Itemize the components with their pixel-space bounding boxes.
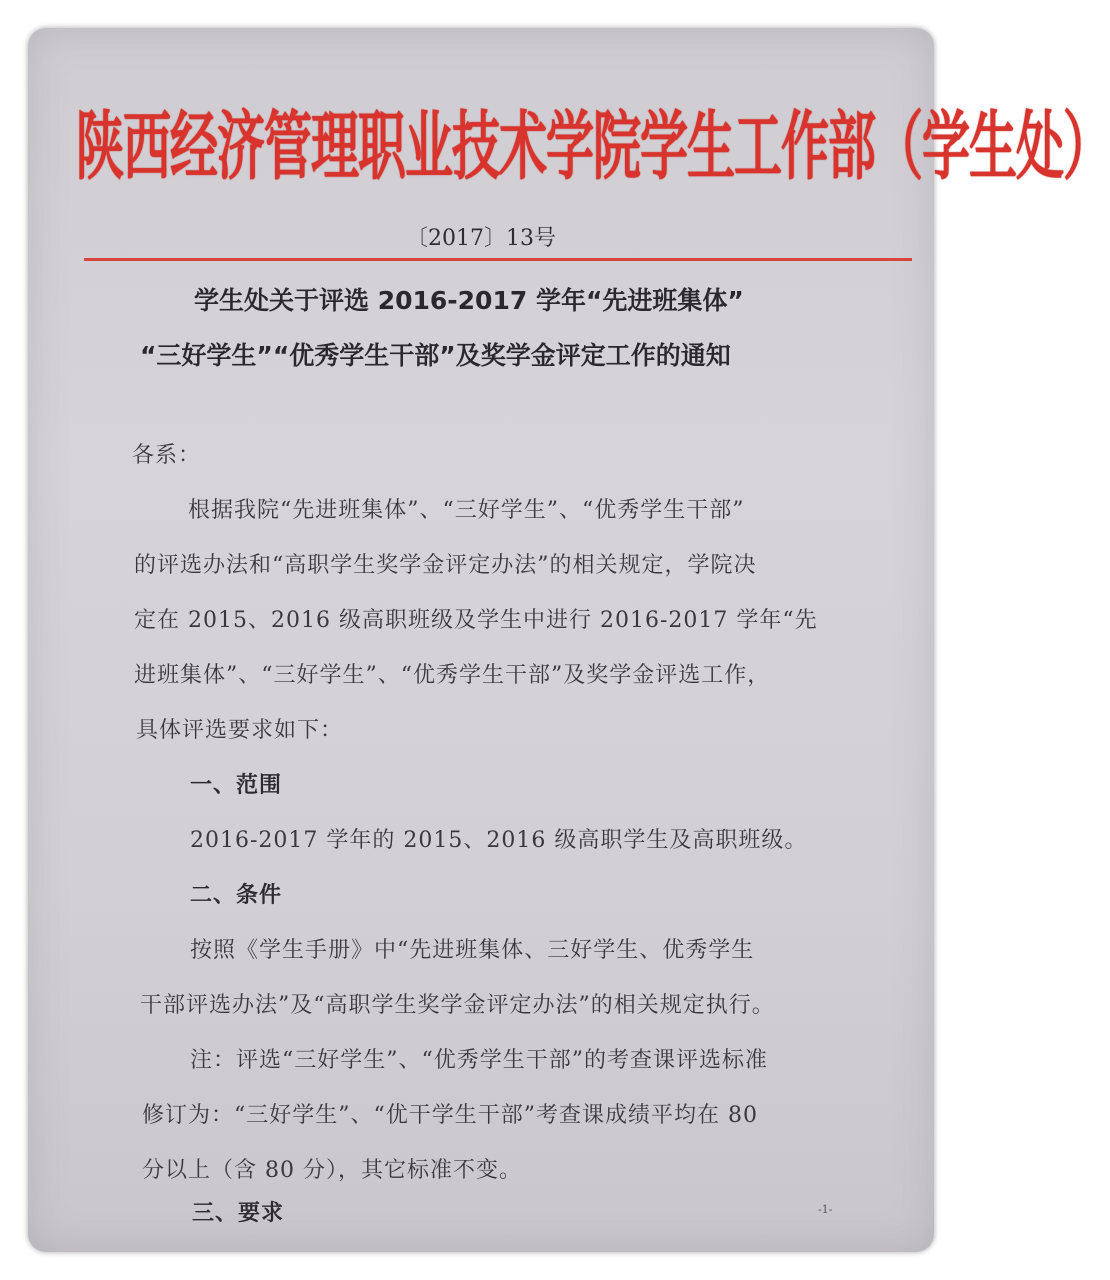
body-line: 的评选办法和“高职学生奖学金评定办法”的相关规定，学院决 xyxy=(134,553,757,578)
masthead-title: 陕西经济管理职业技术学院学生工作部（学生处） xyxy=(76,103,1110,191)
salutation: 各系： xyxy=(132,443,202,468)
document-photo xyxy=(28,28,1110,1252)
notice-title-line-1: 学生处关于评选 2016-2017 学年“先进班集体” xyxy=(194,286,744,315)
section-scope-text: 2016-2017 学年的 2015、2016 级高职学生及高职班级。 xyxy=(190,828,808,853)
note-line: 修订为：“三好学生”、“优干学生干部”考查课成绩平均在 80 xyxy=(142,1103,758,1128)
conditions-line: 干部评选办法”及“高职学生奖学金评定办法”的相关规定执行。 xyxy=(140,993,775,1018)
document-number: 〔2017〕13号 xyxy=(406,226,556,251)
red-divider xyxy=(84,258,912,261)
body-line: 具体评选要求如下： xyxy=(136,718,344,743)
notice-title-line-2: “三好学生”“优秀学生干部”及奖学金评定工作的通知 xyxy=(140,341,731,370)
body-line: 定在 2015、2016 级高职班级及学生中进行 2016-2017 学年“先 xyxy=(134,608,818,633)
body-line: 根据我院“先进班集体”、“三好学生”、“优秀学生干部” xyxy=(188,498,745,523)
body-line: 进班集体”、“三好学生”、“优秀学生干部”及奖学金评选工作， xyxy=(134,663,771,688)
section-heading-requirements: 三、要求 xyxy=(192,1201,285,1226)
page-number: -1- xyxy=(818,1203,833,1216)
note-line: 注：评选“三好学生”、“优秀学生干部”的考查课评选标准 xyxy=(190,1048,768,1073)
note-line: 分以上（含 80 分），其它标准不变。 xyxy=(142,1158,522,1183)
section-heading-conditions: 二、条件 xyxy=(190,883,283,908)
document-page xyxy=(28,28,1110,1252)
conditions-line: 按照《学生手册》中“先进班集体、三好学生、优秀学生 xyxy=(190,938,755,963)
section-heading-scope: 一、范围 xyxy=(190,773,283,798)
